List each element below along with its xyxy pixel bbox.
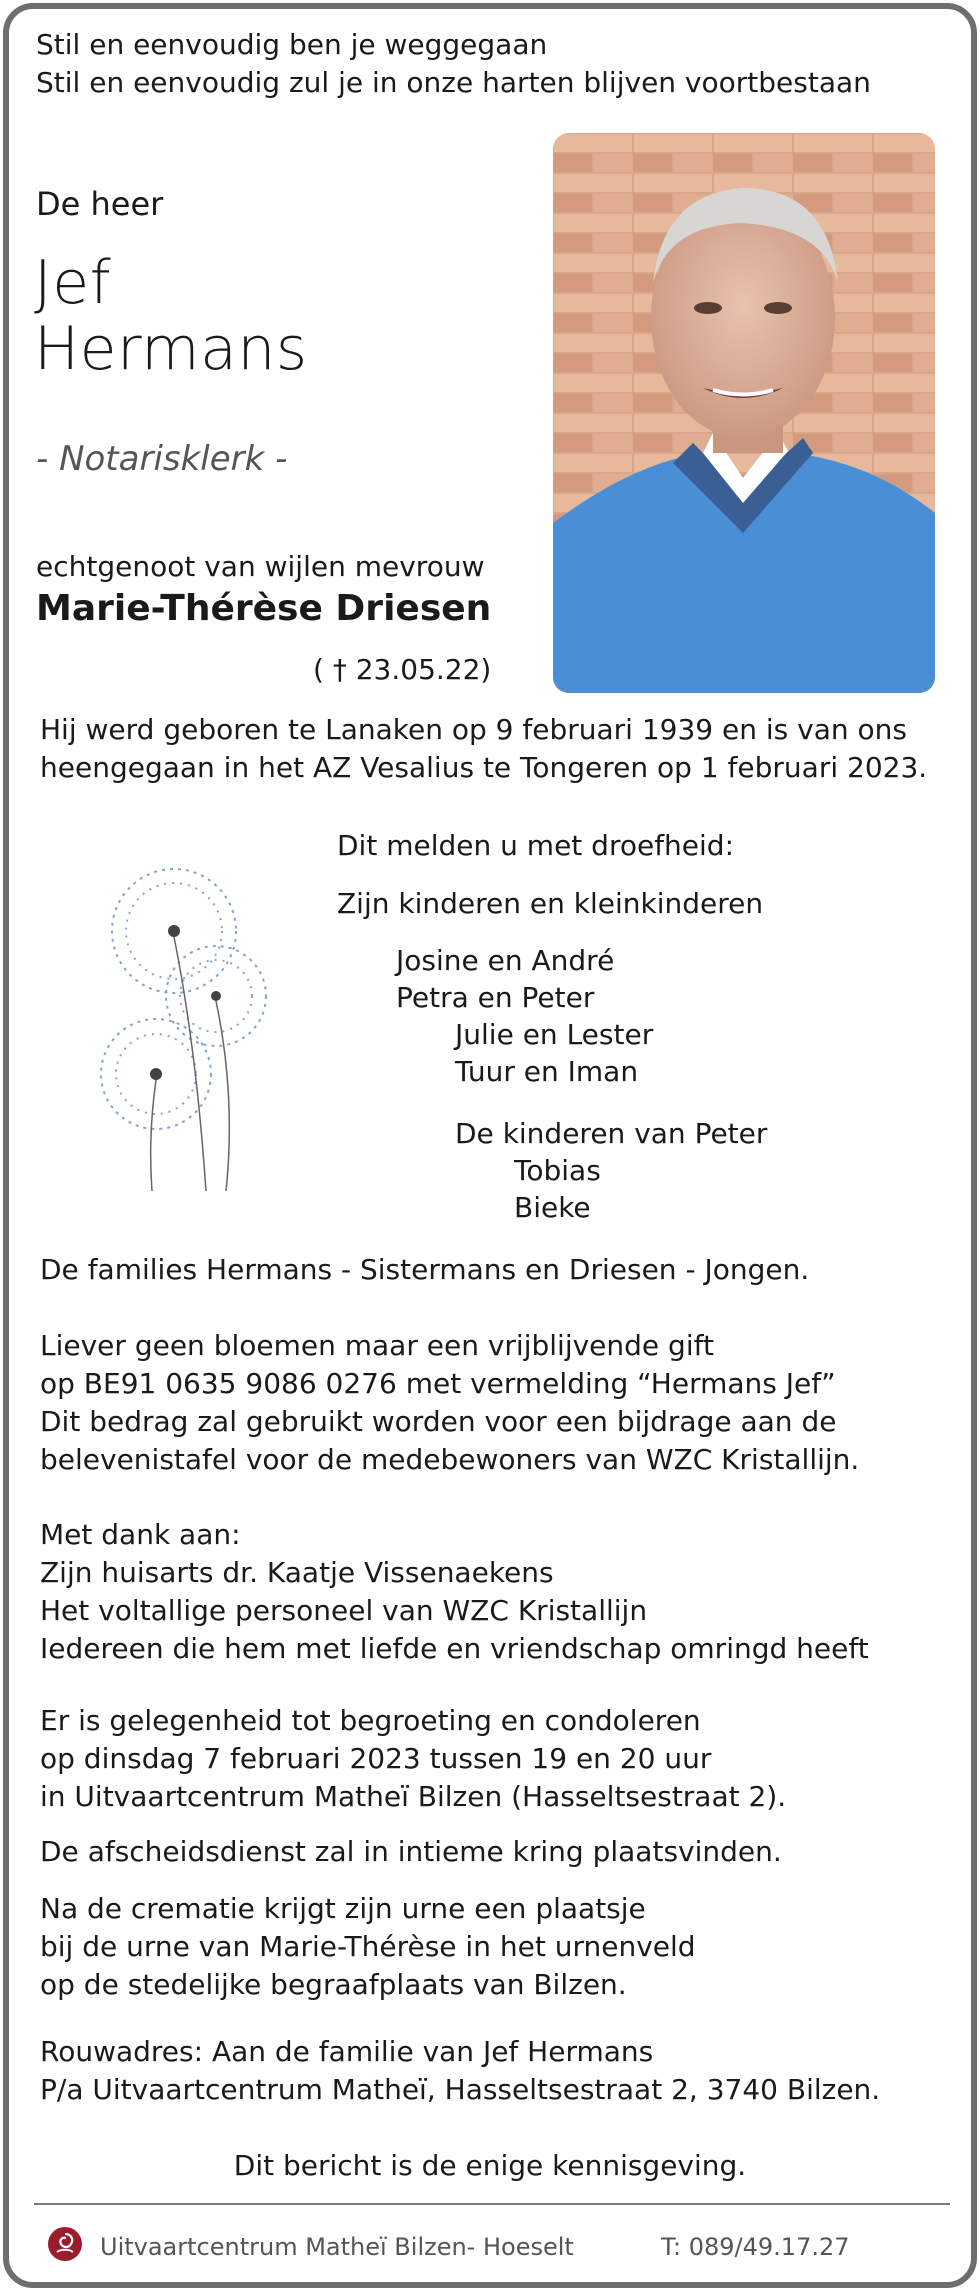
funeral-home-phone: T: 089/49.17.27 [661, 2233, 850, 2261]
paragraph-line: Met dank aan: [40, 1518, 241, 1551]
funeral-home-logo-icon [47, 2226, 83, 2262]
footer-divider [34, 2203, 950, 2205]
notice-line: Dit bericht is de enige kennisgeving. [233, 2149, 747, 2182]
family-member: De kinderen van Peter [455, 1117, 768, 1150]
family-member: Tobias [514, 1154, 601, 1187]
paragraph-line: P/a Uitvaartcentrum Matheï, Hasseltsestraat 2, 3740 Bilzen. [40, 2073, 881, 2106]
dandelion-illustration [86, 846, 296, 1196]
first-name: Jef [34, 248, 112, 318]
family-member: Julie en Lester [455, 1018, 654, 1051]
family-member: Tuur en Iman [455, 1055, 639, 1088]
spouse-intro: echtgenoot van wijlen mevrouw [36, 550, 485, 583]
paragraph-line: Het voltallige personeel van WZC Kristallijn [40, 1594, 648, 1627]
portrait-photo [553, 133, 935, 693]
paragraph-line: Er is gelegenheid tot begroeting en condoleren [40, 1704, 701, 1737]
paragraph-line: in Uitvaartcentrum Matheï Bilzen (Hasseltsestraat 2). [40, 1780, 787, 1813]
paragraph-line: op BE91 0635 9086 0276 met vermelding “Hermans Jef” [40, 1367, 836, 1400]
paragraph-line: Na de crematie krijgt zijn urne een plaatsje [40, 1892, 646, 1925]
paragraph-line: heengegaan in het AZ Vesalius te Tongeren op 1 februari 2023. [40, 751, 928, 784]
service-line: De afscheidsdienst zal in intieme kring plaatsvinden. [40, 1835, 782, 1868]
paragraph-line: Zijn huisarts dr. Kaatje Vissenaekens [40, 1556, 554, 1589]
family-member: Josine en André [396, 944, 615, 977]
family-member: Bieke [514, 1191, 591, 1224]
paragraph-line: Iedereen die hem met liefde en vriendschap omringd heeft [40, 1632, 869, 1665]
portrait-illustration [553, 133, 935, 693]
children-title: Zijn kinderen en kleinkinderen [337, 887, 764, 920]
spouse-name: Marie-Thérèse Driesen [36, 588, 492, 629]
dandelion-icon [86, 846, 296, 1196]
paragraph-line: Hij werd geboren te Lanaken op 9 februari 1939 en is van ons [40, 713, 907, 746]
family-member: Petra en Peter [396, 981, 595, 1014]
paragraph-line: Rouwadres: Aan de familie van Jef Hermans [40, 2035, 654, 2068]
gift-paragraph [40, 1327, 859, 1479]
last-name: Hermans [34, 314, 308, 384]
deceased-name [34, 250, 308, 382]
mourning-address [40, 2033, 880, 2109]
motto-line: Stil en eenvoudig ben je weggegaan [36, 28, 548, 61]
paragraph-line: belevenistafel voor de medebewoners van WZC Kristallijn. [40, 1443, 860, 1476]
occupation: - Notarisklerk - [36, 439, 288, 479]
thanks-paragraph [40, 1516, 869, 1668]
title-prefix: De heer [36, 185, 164, 223]
cremation-paragraph [40, 1890, 696, 2004]
paragraph-line: op de stedelijke begraafplaats van Bilzen. [40, 1968, 627, 2001]
families-line: De families Hermans - Sistermans en Driesen - Jongen. [40, 1253, 810, 1286]
motto [36, 26, 871, 102]
paragraph-line: Liever geen bloemen maar een vrijblijvende gift [40, 1329, 714, 1362]
paragraph-line: op dinsdag 7 februari 2023 tussen 19 en 20 uur [40, 1742, 712, 1775]
announcement: Dit melden u met droefheid: [337, 829, 735, 862]
birth-death-paragraph [40, 711, 927, 787]
paragraph-line: bij de urne van Marie-Thérèse in het urnenveld [40, 1930, 696, 1963]
rose-icon [47, 2226, 83, 2262]
funeral-home-name: Uitvaartcentrum Matheï Bilzen- Hoeselt [100, 2233, 574, 2261]
visit-paragraph [40, 1702, 786, 1816]
spouse-death-date: ( † 23.05.22) [313, 653, 492, 686]
motto-line: Stil en eenvoudig zul je in onze harten blijven voortbestaan [36, 66, 871, 99]
paragraph-line: Dit bedrag zal gebruikt worden voor een bijdrage aan de [40, 1405, 837, 1438]
